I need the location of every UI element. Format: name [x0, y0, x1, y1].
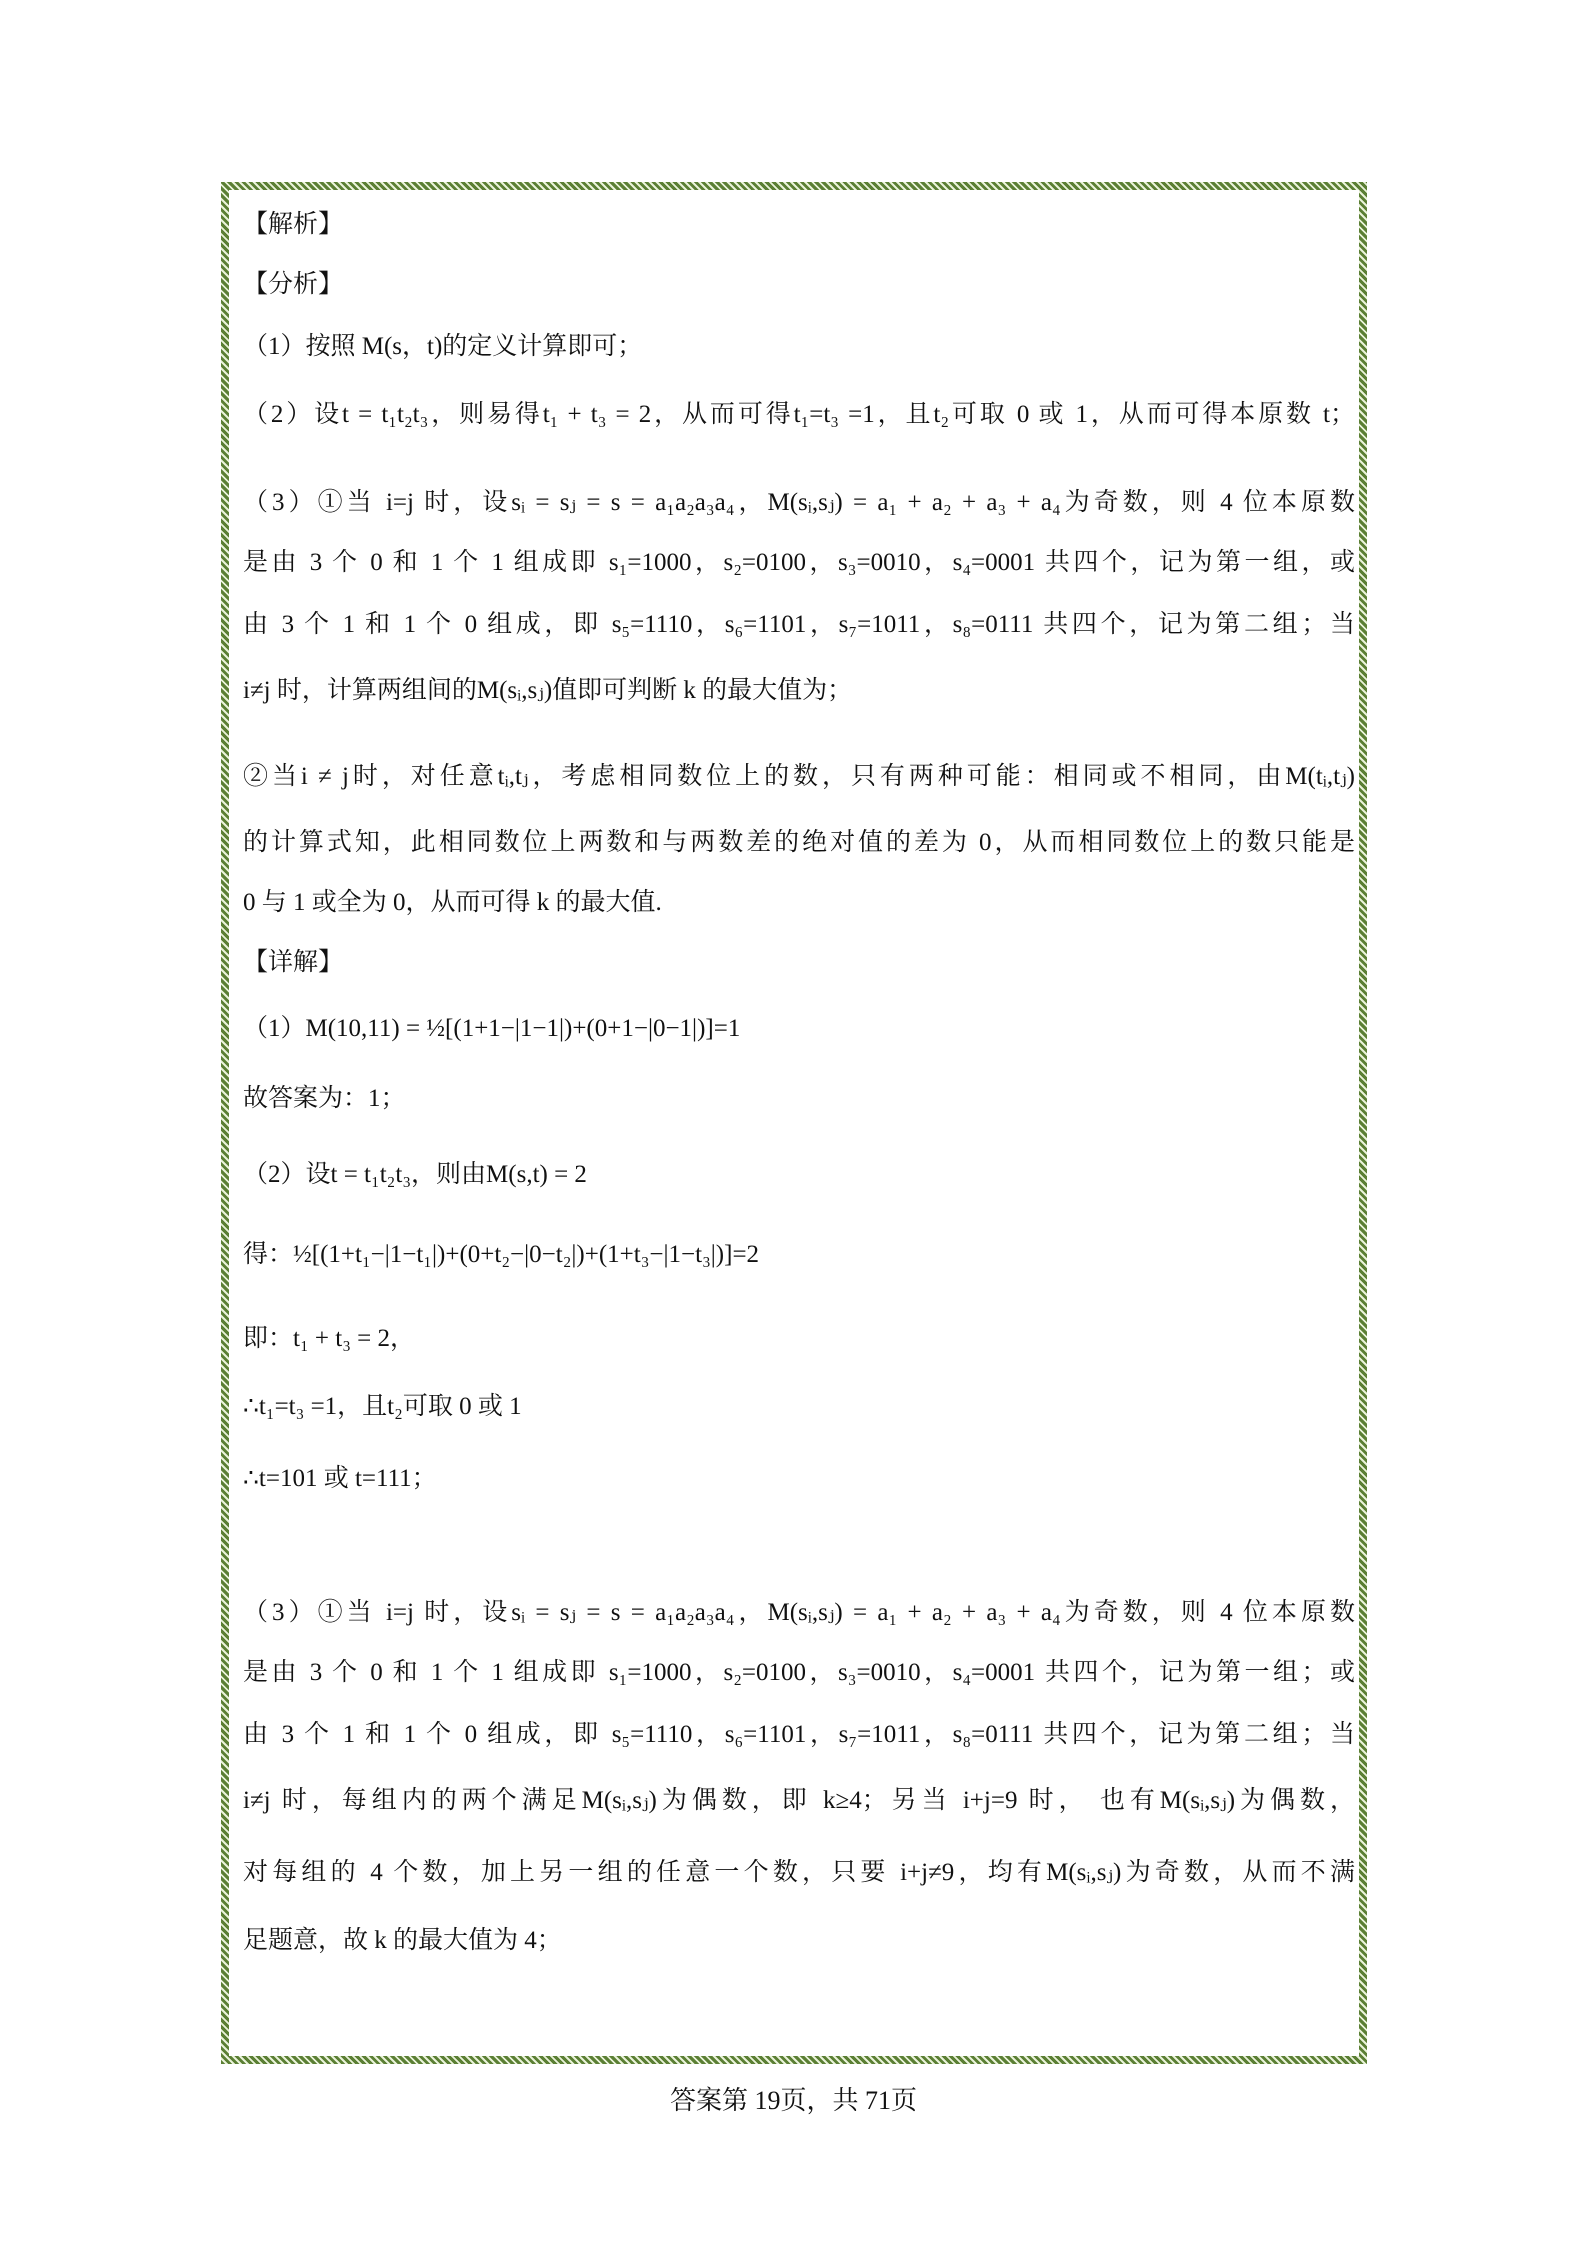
analysis-part4-line2: 的计算式知，此相同数位上两数和与两数差的绝对值的差为 0，从而相同数位上的数只能是 [243, 829, 1355, 856]
page-footer: 答案第 19页，共 71页 [669, 2086, 917, 2115]
section-heading-fenxi: 【分析】 [243, 271, 344, 298]
analysis-part4-line1: ②当i ≠ j时，对任意tᵢ,tⱼ，考虑相同数位上的数，只有两种可能：相同或不相同，由M(tᵢ,tⱼ) [243, 763, 1355, 790]
solution-part3-line2: 是由 3 个 0 和 1 个 1 组成即 s₁=1000，s₂=0100，s₃=0010，s₄=0001 共四个，记为第一组；或 [243, 1659, 1355, 1686]
solution-part1-answer: 故答案为：1； [243, 1085, 406, 1112]
analysis-part3-line1: （3）①当 i=j 时，设sᵢ = sⱼ = s = a₁a₂a₃a₄，M(sᵢ,sⱼ) = a₁ + a₂ + a₃ + a₄为奇数，则 4 位本原数 [243, 489, 1355, 516]
analysis-part3-line2: 是由 3 个 0 和 1 个 1 组成即 s₁=1000，s₂=0100，s₃=0010，s₄=0001 共四个，记为第一组，或 [243, 549, 1355, 576]
solution-part3-line4: i≠j 时，每组内的两个满足M(sᵢ,sⱼ)为偶数，即 k≥4；另当 i+j=9 时， 也有M(sᵢ,sⱼ)为偶数， [243, 1787, 1355, 1814]
analysis-part1: （1）按照 M(s，t)的定义计算即可； [243, 333, 643, 360]
solution-part2-result: 即：t₁ + t₃ = 2， [243, 1325, 416, 1352]
solution-part3-line3: 由 3 个 1 和 1 个 0 组成，即 s₅=1110，s₆=1101，s₇=1011，s₈=0111 共四个，记为第二组；当 [243, 1721, 1355, 1748]
solution-part2-conclusion1: ∴t₁=t₃ =1，且t₂可取 0 或 1 [243, 1393, 522, 1420]
analysis-part3-line3: 由 3 个 1 和 1 个 0 组成，即 s₅=1110，s₆=1101，s₇=1011，s₈=0111 共四个，记为第二组；当 [243, 611, 1355, 638]
analysis-part3-line4: i≠j 时，计算两组间的M(sᵢ,sⱼ)值即可判断 k 的最大值为； [243, 677, 853, 704]
solution-part2-conclusion2: ∴t=101 或 t=111； [243, 1465, 437, 1492]
solution-part2-derive: 得：½[(1+t₁−|1−t₁|)+(0+t₂−|0−t₂|)+(1+t₃−|1−t₃|)]=2 [243, 1241, 760, 1268]
solution-part3-line6: 足题意，故 k 的最大值为 4； [243, 1927, 562, 1954]
solution-part1-equation: （1）M(10,11) = ½[(1+1−|1−1|)+(0+1−|0−1|)]=1 [243, 1015, 741, 1042]
analysis-part2: （2）设t = t₁t₂t₃，则易得t₁ + t₃ = 2，从而可得t₁=t₃ =1，且t₂可取 0 或 1，从而可得本原数 t； [243, 401, 1355, 428]
solution-part2-setup: （2）设t = t₁t₂t₃，则由M(s,t) = 2 [243, 1161, 587, 1188]
answer-box-border [221, 182, 1367, 2064]
section-heading-xiangjie: 【详解】 [243, 949, 344, 976]
section-heading-jiexi: 【解析】 [243, 211, 344, 238]
solution-part3-line1: （3）①当 i=j 时，设sᵢ = sⱼ = s = a₁a₂a₃a₄，M(sᵢ,sⱼ) = a₁ + a₂ + a₃ + a₄为奇数，则 4 位本原数 [243, 1599, 1355, 1626]
solution-part3-line5: 对每组的 4 个数，加上另一组的任意一个数，只要 i+j≠9，均有M(sᵢ,sⱼ)为奇数，从而不满 [243, 1859, 1355, 1886]
analysis-part4-line3: 0 与 1 或全为 0，从而可得 k 的最大值. [243, 889, 662, 916]
